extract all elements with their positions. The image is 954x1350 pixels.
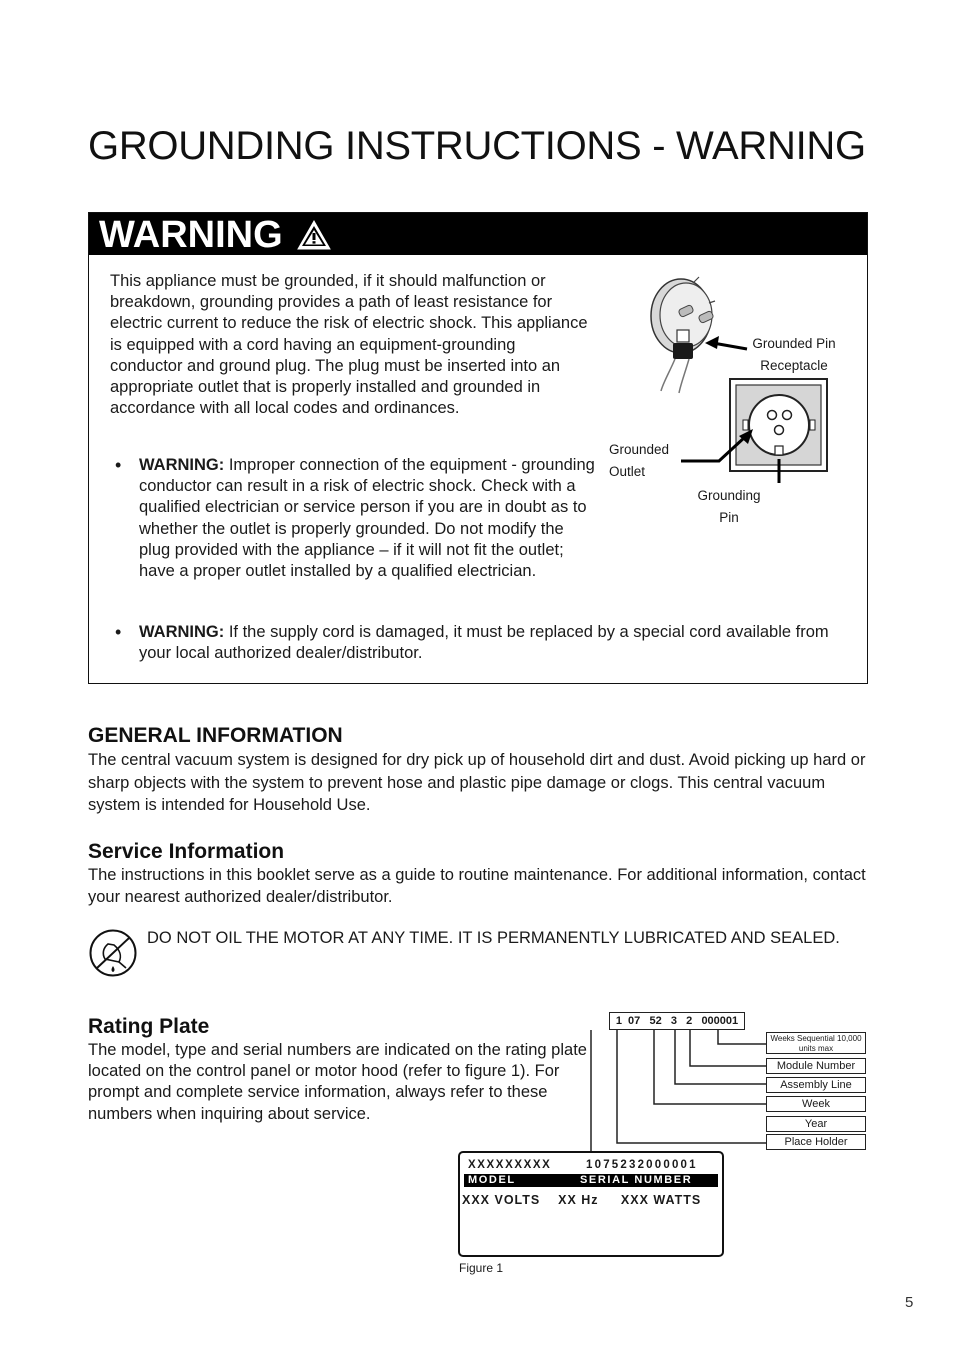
warning-header-bar [89, 213, 867, 255]
serial-breakdown-lines [580, 1025, 780, 1165]
service-information-text: The instructions in this booklet serve as a guide to routine maintenance. For additional information, contact your nearest authorized dealer/distributor. [88, 866, 866, 906]
warning-triangle-icon [296, 219, 332, 251]
legend-week: Week [766, 1096, 866, 1112]
rating-plate-figure [458, 1151, 724, 1257]
warning-bullet-label: WARNING: [139, 456, 225, 474]
legend-weeks-sequential: Weeks Sequential 10,000 units max [766, 1032, 866, 1054]
warning-intro-text: This appliance must be grounded, if it should malfunction or breakdown, grounding provides a path of least resistance for electric current to reduce the risk of electric shock. This appliance is equipped with a cord having an equipment-grounding conductor and ground plug. The plug must be inserted into an appropriate outlet that is properly installed and grounded in accordance with all local codes and ordinances. [110, 272, 588, 418]
warning-bullet-text: If the supply cord is damaged, it must be replaced by a special cord available from your local authorized dealer/distributor. [139, 623, 829, 663]
plate-serial-label: SERIAL NUMBER [580, 1174, 693, 1186]
grounded-pin-receptacle-label [741, 333, 847, 377]
page-title: GROUNDING INSTRUCTIONS - WARNING [88, 124, 866, 168]
no-oil-notice: DO NOT OIL THE MOTOR AT ANY TIME. IT IS PERMANENTLY LUBRICATED AND SEALED. [147, 929, 840, 947]
plate-model-label: MODEL [468, 1174, 516, 1186]
warning-bullet [139, 455, 599, 582]
plate-model-value: XXXXXXXXX [468, 1159, 552, 1171]
label-line: Grounded Pin [752, 336, 836, 351]
plug-icon [651, 277, 715, 393]
plate-serial-value: 1075232000001 [586, 1159, 698, 1171]
grounding-pin-label [689, 485, 769, 529]
warning-heading: WARNING [99, 214, 283, 256]
label-line: Grounded [609, 442, 670, 457]
legend-year: Year [766, 1116, 866, 1132]
legend-place-holder: Place Holder [766, 1134, 866, 1150]
outlet-icon [730, 379, 827, 471]
label-line: Grounding [697, 488, 761, 503]
page-number: 5 [905, 1294, 914, 1311]
general-information-text: The central vacuum system is designed for dry pick up of household dirt and dust. Avoid picking up hard or sharp objects with the system to prevent hose and plastic pipe damage or clogs. This central vacuum system is intended for Household Use. [88, 751, 866, 814]
label-line: Pin [719, 510, 739, 525]
label-line: Outlet [609, 464, 646, 479]
bullet-dot: • [115, 622, 122, 642]
warning-bullet-label: WARNING: [139, 623, 225, 641]
serial-number-code: 1 07 52 3 2 000001 [609, 1012, 745, 1030]
warning-box [88, 212, 868, 684]
bullet-dot: • [115, 455, 122, 475]
rating-plate-text: The model, type and serial numbers are indicated on the rating plate located on the control panel or motor hood (refer to figure 1). For prompt and complete service information, always refer to these numbers when inquiring about service. [88, 1041, 587, 1123]
service-information-heading: Service Information [88, 840, 285, 863]
general-information-heading: GENERAL INFORMATION [88, 724, 343, 747]
warning-bullet [139, 622, 854, 664]
figure-caption: Figure 1 [459, 1261, 504, 1275]
label-line: Receptacle [760, 358, 828, 373]
warning-bullet-text: Improper connection of the equipment - grounding conductor can result in a risk of electric shock. Check with a qualified electrician or service person if you are in doubt as to whether the outlet is properly grounded. Do not modify the plug provided with the appliance – if it will not fit the outlet; have a proper outlet installed by a qualified electrician. [139, 456, 595, 581]
no-oil-icon [88, 928, 138, 978]
rating-plate-heading: Rating Plate [88, 1015, 210, 1038]
plate-specs: XXX VOLTS XX Hz XXX WATTS [462, 1193, 702, 1207]
legend-assembly-line: Assembly Line [766, 1077, 866, 1093]
grounded-outlet-label [609, 439, 683, 483]
legend-module-number: Module Number [766, 1058, 866, 1074]
